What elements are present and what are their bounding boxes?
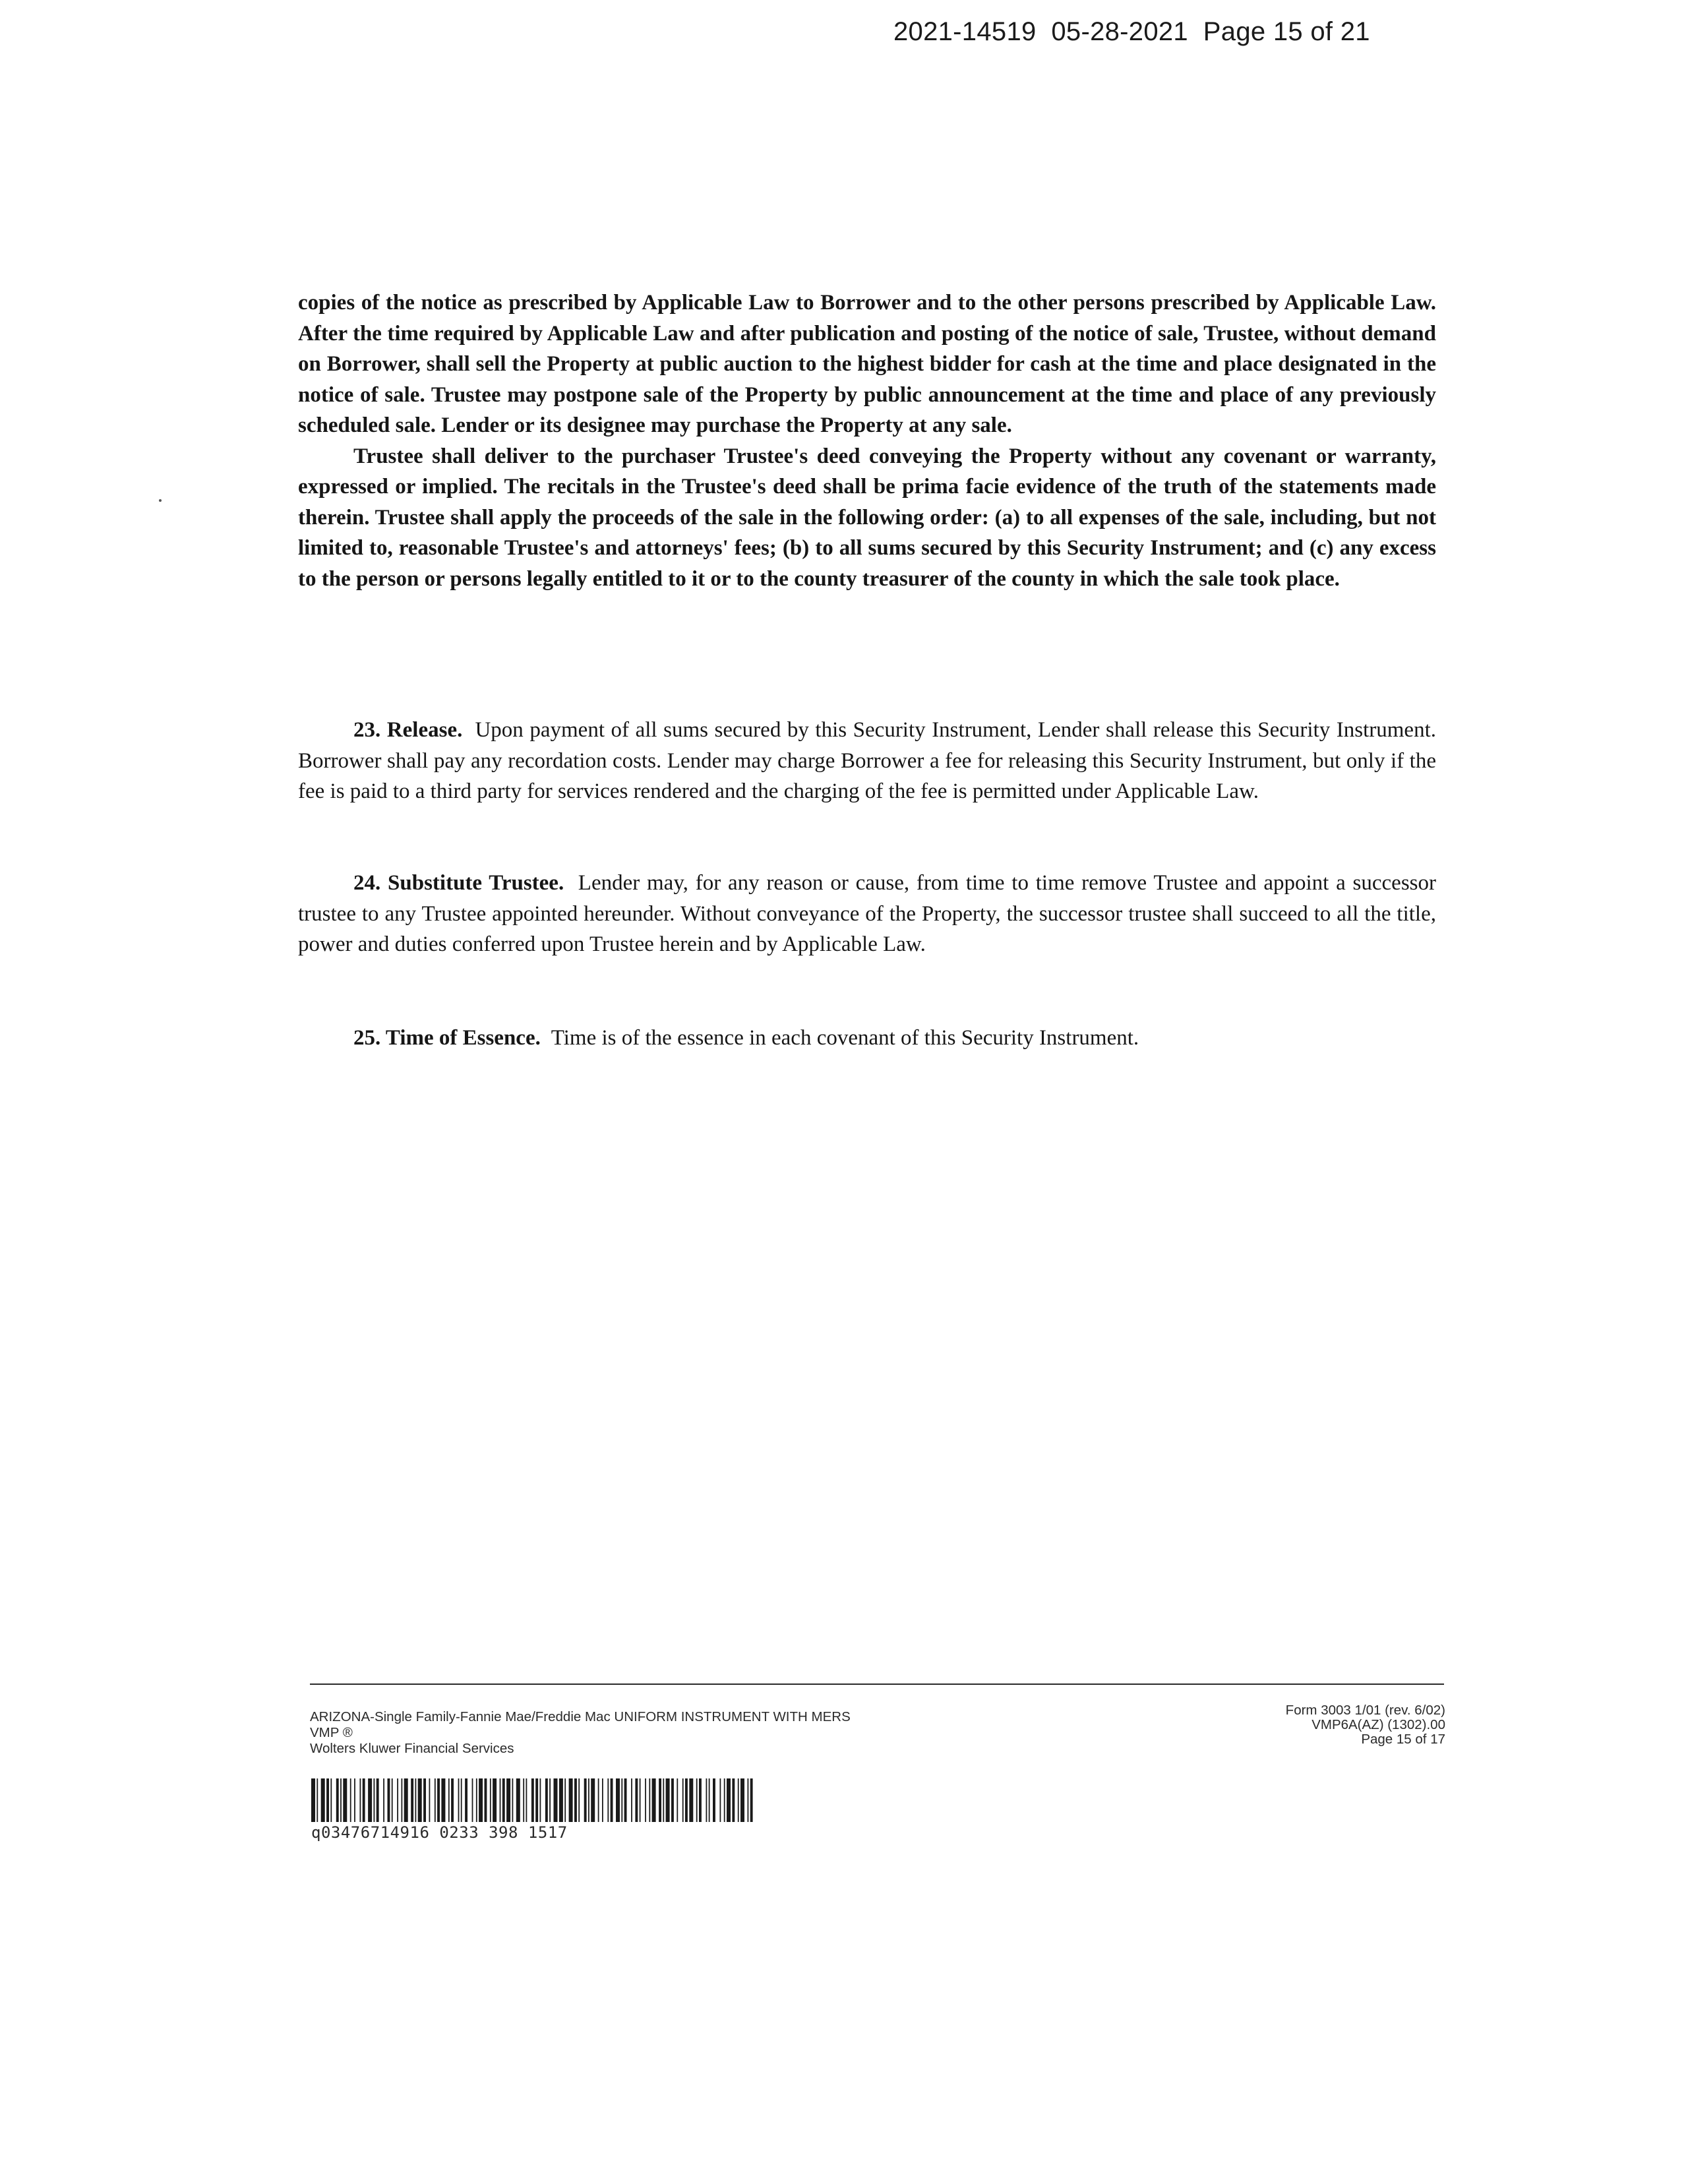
barcode-bar bbox=[732, 1778, 735, 1822]
barcode-bar bbox=[429, 1778, 431, 1822]
barcode-bar bbox=[750, 1778, 753, 1822]
barcode-bar bbox=[502, 1778, 505, 1822]
section-text: Time is of the essence in each covenant of this Security Instrument. bbox=[551, 1026, 1139, 1050]
barcode-bar bbox=[397, 1778, 398, 1822]
barcode-bar bbox=[685, 1778, 688, 1822]
barcode-bar bbox=[602, 1778, 603, 1822]
barcode-number: q03476714916 0233 398 1517 bbox=[311, 1823, 568, 1842]
barcode-bar bbox=[640, 1778, 641, 1822]
barcode-bar bbox=[569, 1778, 573, 1822]
barcode-bar bbox=[531, 1778, 534, 1822]
barcode-bar bbox=[709, 1778, 710, 1822]
barcode-bar bbox=[374, 1778, 375, 1822]
barcode-bar bbox=[392, 1778, 393, 1822]
footer-divider bbox=[310, 1684, 1444, 1685]
barcode-bar bbox=[500, 1778, 501, 1822]
barcode-bar bbox=[506, 1778, 510, 1822]
recording-stamp: 2021-14519 05-28-2021 Page 15 of 21 bbox=[893, 17, 1370, 46]
barcode-bar bbox=[479, 1778, 483, 1822]
barcode-bar bbox=[616, 1778, 620, 1822]
barcode-bar bbox=[559, 1778, 563, 1822]
barcode-bar bbox=[540, 1778, 541, 1822]
barcode-bar bbox=[706, 1778, 708, 1822]
section-substitute-trustee bbox=[298, 868, 1436, 960]
paragraph-trustee-deed: Trustee shall deliver to the purchaser Trustee's deed conveying the Property without any covenant or warranty, expressed or implied. The recitals in the Trustee's deed shall be prima facie evidence of the truth of the statements made therein. Trustee shall apply the proceeds of the sale in the following order: (a) to all expenses of the sale, including, but not limited to, reasonable Trustee's and attorneys' fees; (b) to all sums secured by this Security Instrument; and (c) any excess to the person or persons legally entitled to it or to the county treasurer of the county in which the sale took place. bbox=[298, 444, 1436, 591]
barcode-bar bbox=[461, 1778, 462, 1822]
barcode-bar bbox=[588, 1778, 589, 1822]
section-text: Lender may, for any reason or cause, from time to time remove Trustee and appoint a successor trustee to any Trustee appointed hereunder. Without conveyance of the Property, the successor trustee shall succeed to all the title, power and duties conferred upon Trustee herein and by Applicable Law. bbox=[298, 871, 1436, 956]
publisher-name: Wolters Kluwer Financial Services bbox=[310, 1741, 514, 1756]
barcode-bar bbox=[490, 1778, 491, 1822]
barcode-bar bbox=[402, 1778, 403, 1822]
barcode-bar bbox=[465, 1778, 467, 1822]
section-title: 24. Substitute Trustee. bbox=[353, 871, 564, 895]
barcode-bar bbox=[418, 1778, 422, 1822]
barcode-bar bbox=[727, 1778, 731, 1822]
barcode-bar bbox=[368, 1778, 372, 1822]
barcode-bar bbox=[740, 1778, 744, 1822]
barcode-bar bbox=[554, 1778, 558, 1822]
paragraph-notice-of-sale: copies of the notice as prescribed by Applicable Law to Borrower and to the other persons prescribed by Applicable Law. After the time required by Applicable Law and after publication and posting of the notice of sale, Trustee, without demand on Borrower, shall sell the Property at public auction to the highest bidder for cash at the time and place designated in the notice of sale. Trustee may postpone sale of the Property by public announcement at the time and place of any previously scheduled sale. Lender or its designee may purchase the Property at any sale. bbox=[298, 291, 1436, 437]
barcode-bar bbox=[441, 1778, 445, 1822]
section-time-of-essence bbox=[298, 1023, 1436, 1054]
barcode-bar bbox=[458, 1778, 460, 1822]
barcode-bar bbox=[423, 1778, 426, 1822]
barcode-bar bbox=[607, 1778, 609, 1822]
barcode-bar bbox=[598, 1778, 599, 1822]
barcode-bar bbox=[635, 1778, 638, 1822]
barcode-bar bbox=[343, 1778, 347, 1822]
barcode-bar bbox=[411, 1778, 413, 1822]
barcode-bar bbox=[659, 1778, 661, 1822]
barcode-bar bbox=[578, 1778, 580, 1822]
barcode-bar bbox=[330, 1778, 332, 1822]
barcode-bar bbox=[404, 1778, 408, 1822]
barcode-bar bbox=[663, 1778, 664, 1822]
barcode-bar bbox=[696, 1778, 698, 1822]
barcode-bar bbox=[476, 1778, 477, 1822]
barcode-bar bbox=[652, 1778, 656, 1822]
form-title: ARIZONA-Single Family-Fannie Mae/Freddie Mac UNIFORM INSTRUMENT WITH MERS bbox=[310, 1709, 851, 1724]
section-release bbox=[298, 715, 1436, 807]
section-title: 25. Time of Essence. bbox=[353, 1026, 541, 1050]
barcode-bar bbox=[591, 1778, 595, 1822]
barcode-bar bbox=[621, 1778, 622, 1822]
barcode-bar bbox=[549, 1778, 551, 1822]
barcode-bar bbox=[724, 1778, 725, 1822]
barcode-bar bbox=[682, 1778, 684, 1822]
barcode-bar bbox=[699, 1778, 702, 1822]
barcode-bar bbox=[340, 1778, 342, 1822]
barcode-bar bbox=[451, 1778, 454, 1822]
scan-speck bbox=[159, 499, 162, 502]
barcode-bar bbox=[748, 1778, 749, 1822]
barcode-bar bbox=[677, 1778, 678, 1822]
barcode-bar bbox=[326, 1778, 329, 1822]
barcode-bar bbox=[363, 1778, 365, 1822]
barcode-bar bbox=[435, 1778, 436, 1822]
barcode-bar bbox=[631, 1778, 632, 1822]
form-number: Form 3003 1/01 (rev. 6/02) bbox=[1285, 1703, 1445, 1718]
barcode-bar bbox=[671, 1778, 674, 1822]
barcode-bar bbox=[535, 1778, 538, 1822]
barcode-bar bbox=[713, 1778, 715, 1822]
barcode-bar bbox=[360, 1778, 361, 1822]
barcode-bar bbox=[649, 1778, 650, 1822]
barcode-bar bbox=[336, 1778, 339, 1822]
barcode-bar bbox=[512, 1778, 514, 1822]
section-title: 23. Release. bbox=[353, 718, 463, 742]
form-identification bbox=[310, 1709, 851, 1757]
barcode-bar bbox=[689, 1778, 693, 1822]
barcode-bar bbox=[574, 1778, 577, 1822]
form-number-block bbox=[1286, 1703, 1445, 1747]
barcode-bar bbox=[493, 1778, 497, 1822]
vmp-mark: VMP ® bbox=[310, 1725, 353, 1740]
barcode-bar bbox=[354, 1778, 355, 1822]
barcode-bar bbox=[485, 1778, 487, 1822]
barcode-bar bbox=[311, 1778, 315, 1822]
barcode-bar bbox=[316, 1778, 318, 1822]
barcode-bar bbox=[321, 1778, 325, 1822]
barcode-bar bbox=[611, 1778, 613, 1822]
barcode-bar bbox=[666, 1778, 670, 1822]
barcode-bar bbox=[383, 1778, 384, 1822]
barcode-bar bbox=[437, 1778, 440, 1822]
barcode-bar bbox=[523, 1778, 524, 1822]
power-of-sale-continuation bbox=[298, 288, 1436, 594]
barcode-bar bbox=[545, 1778, 548, 1822]
barcode-bar bbox=[645, 1778, 646, 1822]
barcode-bar bbox=[624, 1778, 627, 1822]
barcode-bar bbox=[564, 1778, 566, 1822]
barcode-bar bbox=[526, 1778, 528, 1822]
vmp-code: VMP6A(AZ) (1302).00 bbox=[1311, 1717, 1445, 1732]
barcode-bar bbox=[472, 1778, 473, 1822]
barcode-bar bbox=[448, 1778, 450, 1822]
barcode-bar bbox=[415, 1778, 417, 1822]
barcode-bar bbox=[738, 1778, 739, 1822]
barcode-bar bbox=[350, 1778, 351, 1822]
barcode-bar bbox=[720, 1778, 721, 1822]
barcode bbox=[311, 1778, 754, 1822]
barcode-bar bbox=[388, 1778, 390, 1822]
barcode-bar bbox=[516, 1778, 520, 1822]
barcode-bar bbox=[584, 1778, 587, 1822]
barcode-bar bbox=[377, 1778, 379, 1822]
section-text: Upon payment of all sums secured by this Security Instrument, Lender shall release this Security Instrument. Borrower shall pay any recordation costs. Lender may charge Borrower a fee for releasing this Security Instrument, but only if the fee is paid to a third party for services rendered and the charging of the fee is permitted under Applicable Law. bbox=[298, 718, 1436, 803]
form-page-number: Page 15 of 17 bbox=[1361, 1732, 1445, 1747]
